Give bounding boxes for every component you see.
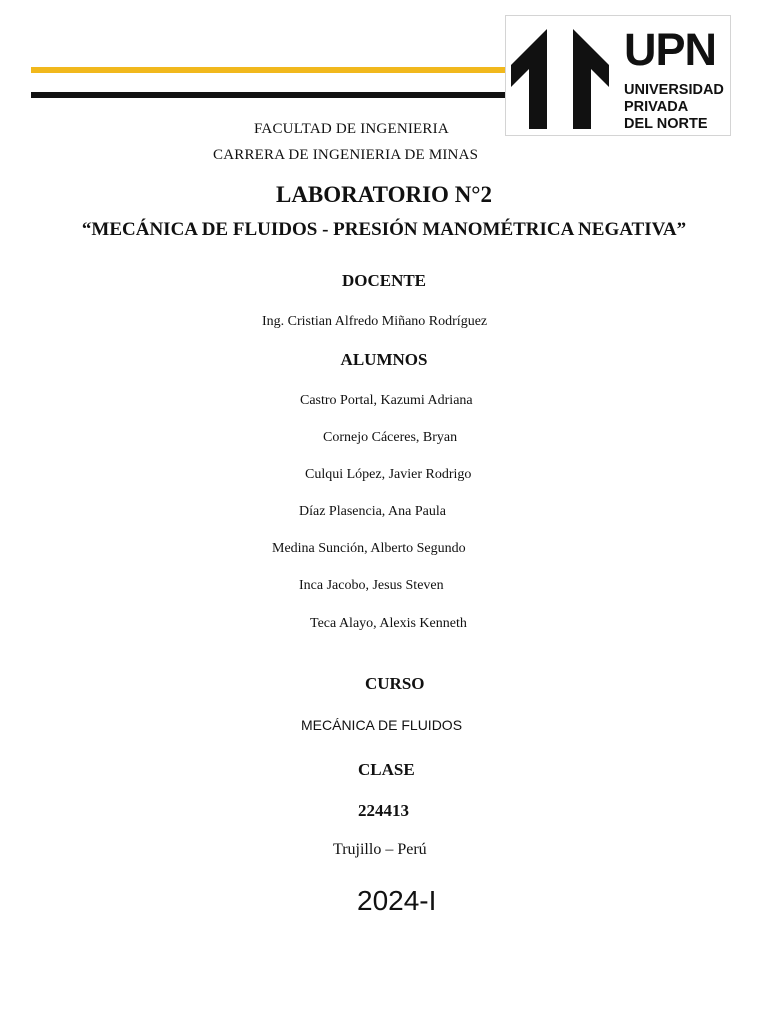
lab-subtitle: “MECÁNICA DE FLUIDOS - PRESIÓN MANOMÉTRICA NEGATIVA” [81,219,687,240]
faculty-name: FACULTAD DE INGENIERIA [254,121,449,137]
location: Trujillo – Perú [333,841,427,858]
black-accent-bar [31,92,505,98]
lab-title: LABORATORIO N°2 [275,182,493,207]
alumnos-heading: ALUMNOS [340,350,428,369]
clase-value: 224413 [358,801,409,820]
upn-arrow-mark-icon [511,29,611,133]
student-name: Teca Alayo, Alexis Kenneth [310,616,467,631]
student-name: Inca Jacobo, Jesus Steven [299,578,444,593]
student-name: Castro Portal, Kazumi Adriana [300,393,473,408]
logo-line-del-norte: DEL NORTE [624,116,708,132]
academic-period: 2024-I [357,885,437,916]
student-name: Cornejo Cáceres, Bryan [323,430,458,445]
yellow-accent-bar [31,67,505,73]
docente-name: Ing. Cristian Alfredo Miñano Rodríguez [262,314,488,329]
student-name: Medina Sunción, Alberto Segundo [272,541,466,556]
logo-upn-text: UPN [624,24,717,75]
docente-heading: DOCENTE [341,271,427,290]
career-name: CARRERA DE INGENIERIA DE MINAS [213,147,479,163]
logo-line-privada: PRIVADA [624,99,689,115]
logo-line-universidad: UNIVERSIDAD [624,82,724,98]
clase-heading: CLASE [358,760,415,779]
curso-heading: CURSO [365,674,425,693]
student-name: Culqui López, Javier Rodrigo [305,467,472,482]
student-name: Díaz Plasencia, Ana Paula [299,504,446,519]
curso-value: MECÁNICA DE FLUIDOS [301,717,463,733]
upn-logo [505,15,731,136]
